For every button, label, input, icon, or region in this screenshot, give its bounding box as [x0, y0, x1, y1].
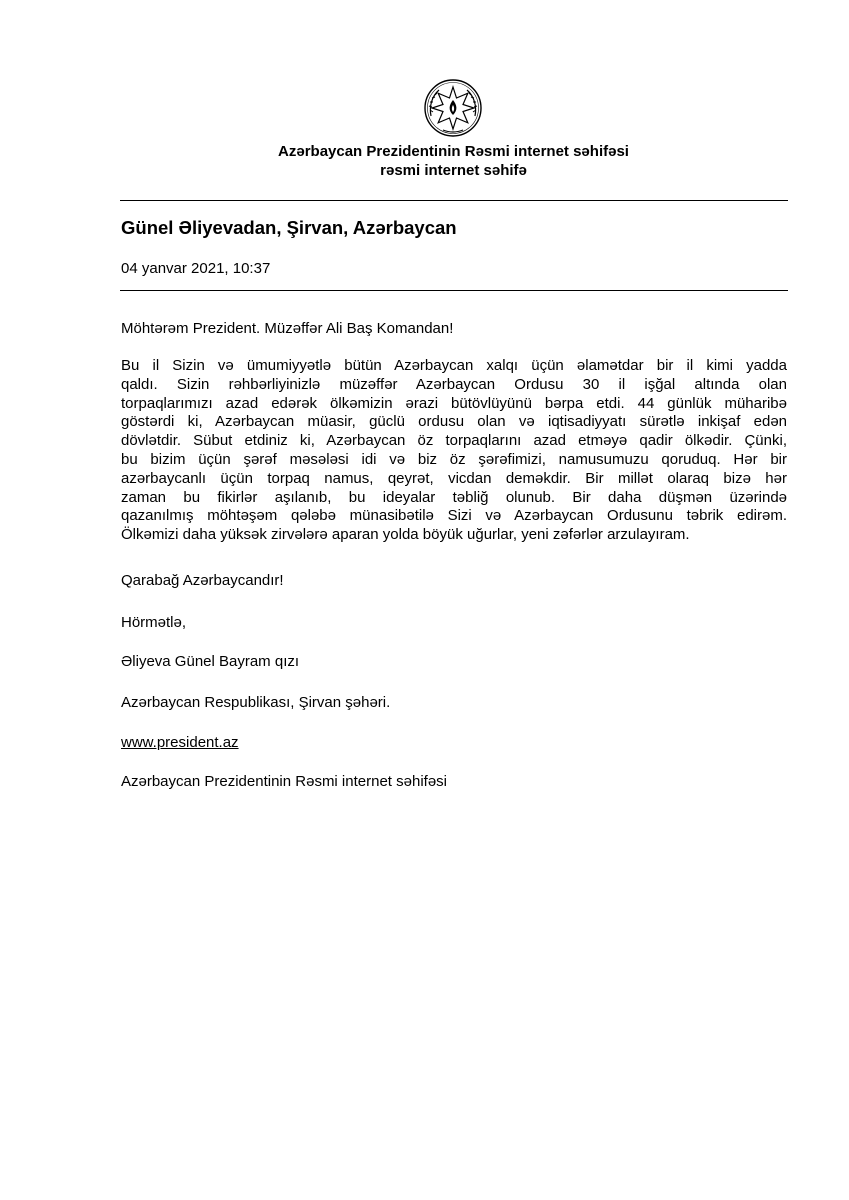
header-divider — [120, 200, 788, 201]
body-line: dövlətdir. Sübut etdiniz ki, Azərbaycan öz torpaqlarını azad etməyə qadir ölkədir. Çünki, — [121, 432, 787, 450]
body-line: azərbaycanlı üçün torpaq namus, qeyrət, vicdan deməkdir. Bir millət olaraq bizə hər — [121, 469, 787, 487]
closing-slogan: Qarabağ Azərbaycandır! — [121, 572, 284, 589]
salutation: Möhtərəm Prezident. Müzəffər Ali Baş Komandan! — [121, 320, 454, 337]
source-footer: Azərbaycan Prezidentinin Rəsmi internet səhifəsi — [121, 773, 447, 790]
article-body — [121, 357, 787, 545]
site-title: Azərbaycan Prezidentinin Rəsmi internet səhifəsi — [278, 143, 629, 160]
author-location: Azərbaycan Respublikası, Şirvan şəhəri. — [121, 694, 391, 711]
president-site-link[interactable]: www.president.az — [121, 734, 239, 751]
azerbaijan-emblem-icon — [423, 78, 483, 138]
body-line: qazanılmış möhtəşəm qələbə münasibətilə Sizi və Azərbaycan Ordusunu təbrik edirəm. — [121, 507, 787, 525]
body-line: zaman bu fikirlər aşılanıb, bu ideyalar təbliğ olunub. Bir daha düşmən üzərində — [121, 488, 787, 506]
body-line: bu bizim üçün şərəf məsələsi idi və biz öz şərəfimizi, namusumuzu qoruduq. Hər bir — [121, 450, 787, 468]
body-line: torpaqlarımızı azad edərək ölkəmizin ərazi bütövlüyünü bərpa etdi. 44 günlük müharibə — [121, 394, 787, 412]
meta-divider — [120, 290, 788, 291]
article-date: 04 yanvar 2021, 10:37 — [121, 260, 271, 277]
regards: Hörmətlə, — [121, 614, 187, 631]
body-line: Bu il Sizin və ümumiyyətlə bütün Azərbaycan xalqı üçün əlamətdar bir il kimi yadda — [121, 357, 787, 374]
body-line: göstərdi ki, Azərbaycan müasir, güclü ordusu olan və iqtisadiyyatı sürətlə inkişaf edən — [121, 413, 787, 431]
site-subtitle: rəsmi internet səhifə — [380, 162, 527, 179]
author-name: Əliyeva Günel Bayram qızı — [121, 653, 300, 670]
body-line: qaldı. Sizin rəhbərliyinizlə müzəffər Azərbaycan Ordusu 30 il işğal altında olan — [121, 375, 787, 393]
body-line: Ölkəmizi daha yüksək zirvələrə aparan yolda böyük uğurlar, yeni zəfərlər arzulayıram. — [121, 526, 690, 544]
article-headline: Günel Əliyevadan, Şirvan, Azərbaycan — [121, 217, 457, 238]
